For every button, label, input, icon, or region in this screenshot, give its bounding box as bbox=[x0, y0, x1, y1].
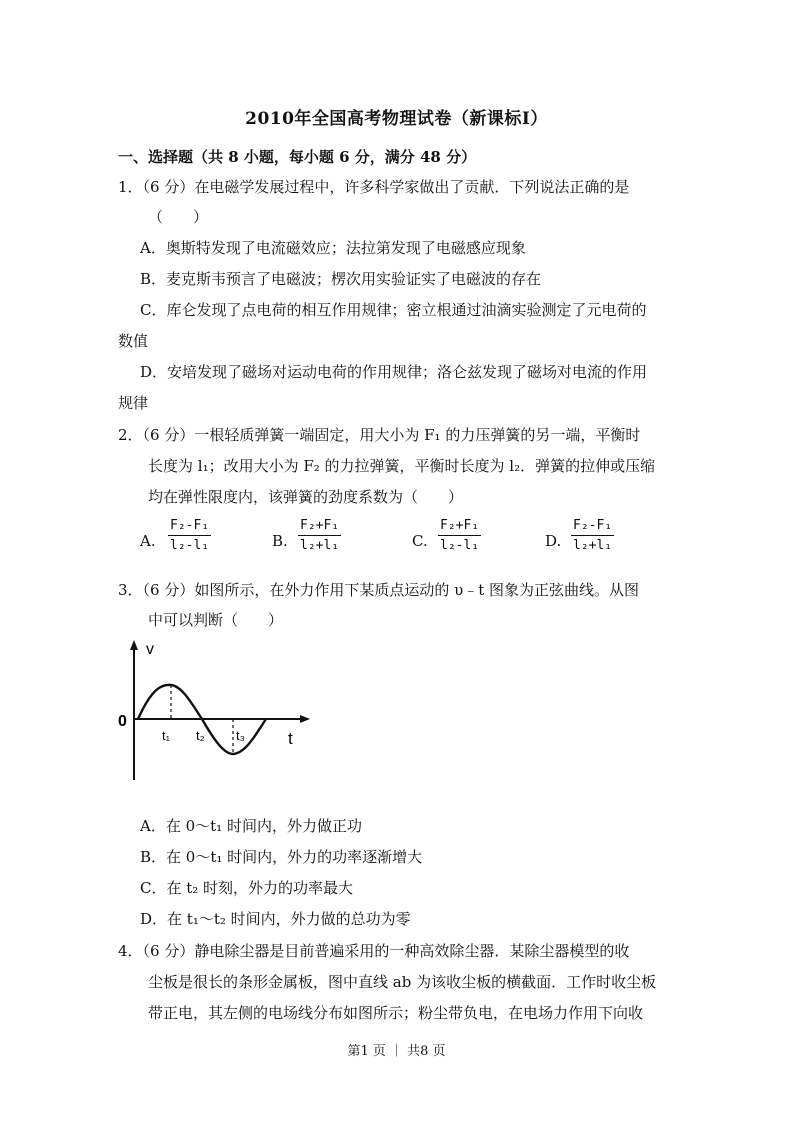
vt-sine-graph bbox=[116, 638, 316, 788]
q4-stem-line3: 带正电，其左侧的电场线分布如图所示；粉尘带负电，在电场力作用下向收 bbox=[148, 1004, 644, 1022]
q2-option-b-numerator: F₂+F₁ bbox=[298, 518, 341, 536]
q2-option-a-denominator: l₂-l₁ bbox=[170, 538, 210, 553]
q2-option-d-label: D. bbox=[545, 532, 562, 550]
q2-stem-line1: 2．（6 分）一根轻质弹簧一端固定，用大小为 F₁ 的力压弹簧的另一端，平衡时 bbox=[118, 426, 641, 444]
q3-stem-line1: 3．（6 分）如图所示，在外力作用下某质点运动的 υ﹣t 图象为正弦曲线。从图 bbox=[118, 581, 640, 599]
q2-option-b-label: B. bbox=[272, 532, 288, 550]
q2-option-c-denominator: l₂-l₁ bbox=[440, 538, 480, 553]
page-footer: 第1 页 ｜ 共8 页 bbox=[347, 1044, 446, 1059]
q2-option-a-numerator: F₂-F₁ bbox=[168, 518, 211, 536]
q1-option-b: B．麦克斯韦预言了电磁波；楞次用实验证实了电磁波的存在 bbox=[140, 270, 542, 288]
q2-option-c-numerator: F₂+F₁ bbox=[438, 518, 481, 536]
q2-stem-line2: 长度为 l₁；改用大小为 F₂ 的力拉弹簧，平衡时长度为 l₂．弹簧的拉伸或压缩 bbox=[148, 457, 656, 475]
page-title: 2010年全国高考物理试卷（新课标I） bbox=[245, 109, 548, 129]
y-axis-arrow bbox=[130, 640, 138, 650]
q1-option-c-line2: 数值 bbox=[118, 332, 149, 350]
y-axis-label: v bbox=[146, 641, 154, 658]
q2-option-d-fraction bbox=[571, 518, 614, 553]
t3-label: t₃ bbox=[236, 728, 245, 743]
origin-label: 0 bbox=[118, 713, 127, 730]
q2-option-d-numerator: F₂-F₁ bbox=[571, 518, 614, 536]
q2-option-c-fraction bbox=[438, 518, 481, 553]
x-axis-label: t bbox=[288, 729, 293, 748]
q2-option-a-fraction bbox=[168, 518, 211, 553]
q4-stem-line2: 尘板是很长的条形金属板，图中直线 ab 为该收尘板的横截面．工作时收尘板 bbox=[148, 973, 657, 991]
q2-option-c-label: C. bbox=[412, 532, 428, 550]
q3-stem-line2: 中可以判断（ ） bbox=[148, 611, 284, 629]
t1-label: t₁ bbox=[162, 728, 170, 743]
q2-option-d-denominator: l₂+l₁ bbox=[573, 538, 613, 553]
q2-option-a-label: A. bbox=[140, 532, 156, 550]
q1-stem-line2: （ ） bbox=[148, 208, 209, 226]
t2-label: t₂ bbox=[196, 728, 205, 743]
q3-option-c: C．在 t₂ 时刻，外力的功率最大 bbox=[140, 879, 354, 897]
q4-stem-line1: 4．（6 分）静电除尘器是目前普遍采用的一种高效除尘器．某除尘器模型的收 bbox=[118, 942, 630, 960]
q3-option-b: B．在 0～t₁ 时间内，外力的功率逐渐增大 bbox=[140, 848, 423, 866]
q2-option-b-denominator: l₂+l₁ bbox=[300, 538, 340, 553]
q3-option-d: D．在 t₁～t₂ 时间内，外力做的总功为零 bbox=[140, 910, 411, 928]
section-heading: 一、选择题（共 8 小题，每小题 6 分，满分 48 分） bbox=[118, 148, 477, 166]
q1-option-d-line2: 规律 bbox=[118, 394, 149, 412]
x-axis-arrow bbox=[300, 715, 310, 723]
q2-stem-line3: 均在弹性限度内，该弹簧的劲度系数为（ ） bbox=[148, 488, 464, 506]
q3-option-a: A．在 0～t₁ 时间内，外力做正功 bbox=[140, 817, 362, 835]
q1-option-c-line1: C．库仑发现了点电荷的相互作用规律；密立根通过油滴实验测定了元电荷的 bbox=[140, 301, 647, 319]
q1-option-d-line1: D．安培发现了磁场对运动电荷的作用规律；洛仑兹发现了磁场对电流的作用 bbox=[140, 363, 648, 381]
q1-stem-line1: 1．（6 分）在电磁学发展过程中，许多科学家做出了贡献．下列说法正确的是 bbox=[118, 178, 630, 196]
q1-option-a: A．奥斯特发现了电流磁效应；法拉第发现了电磁感应现象 bbox=[140, 239, 526, 257]
q2-option-b-fraction bbox=[298, 518, 341, 553]
